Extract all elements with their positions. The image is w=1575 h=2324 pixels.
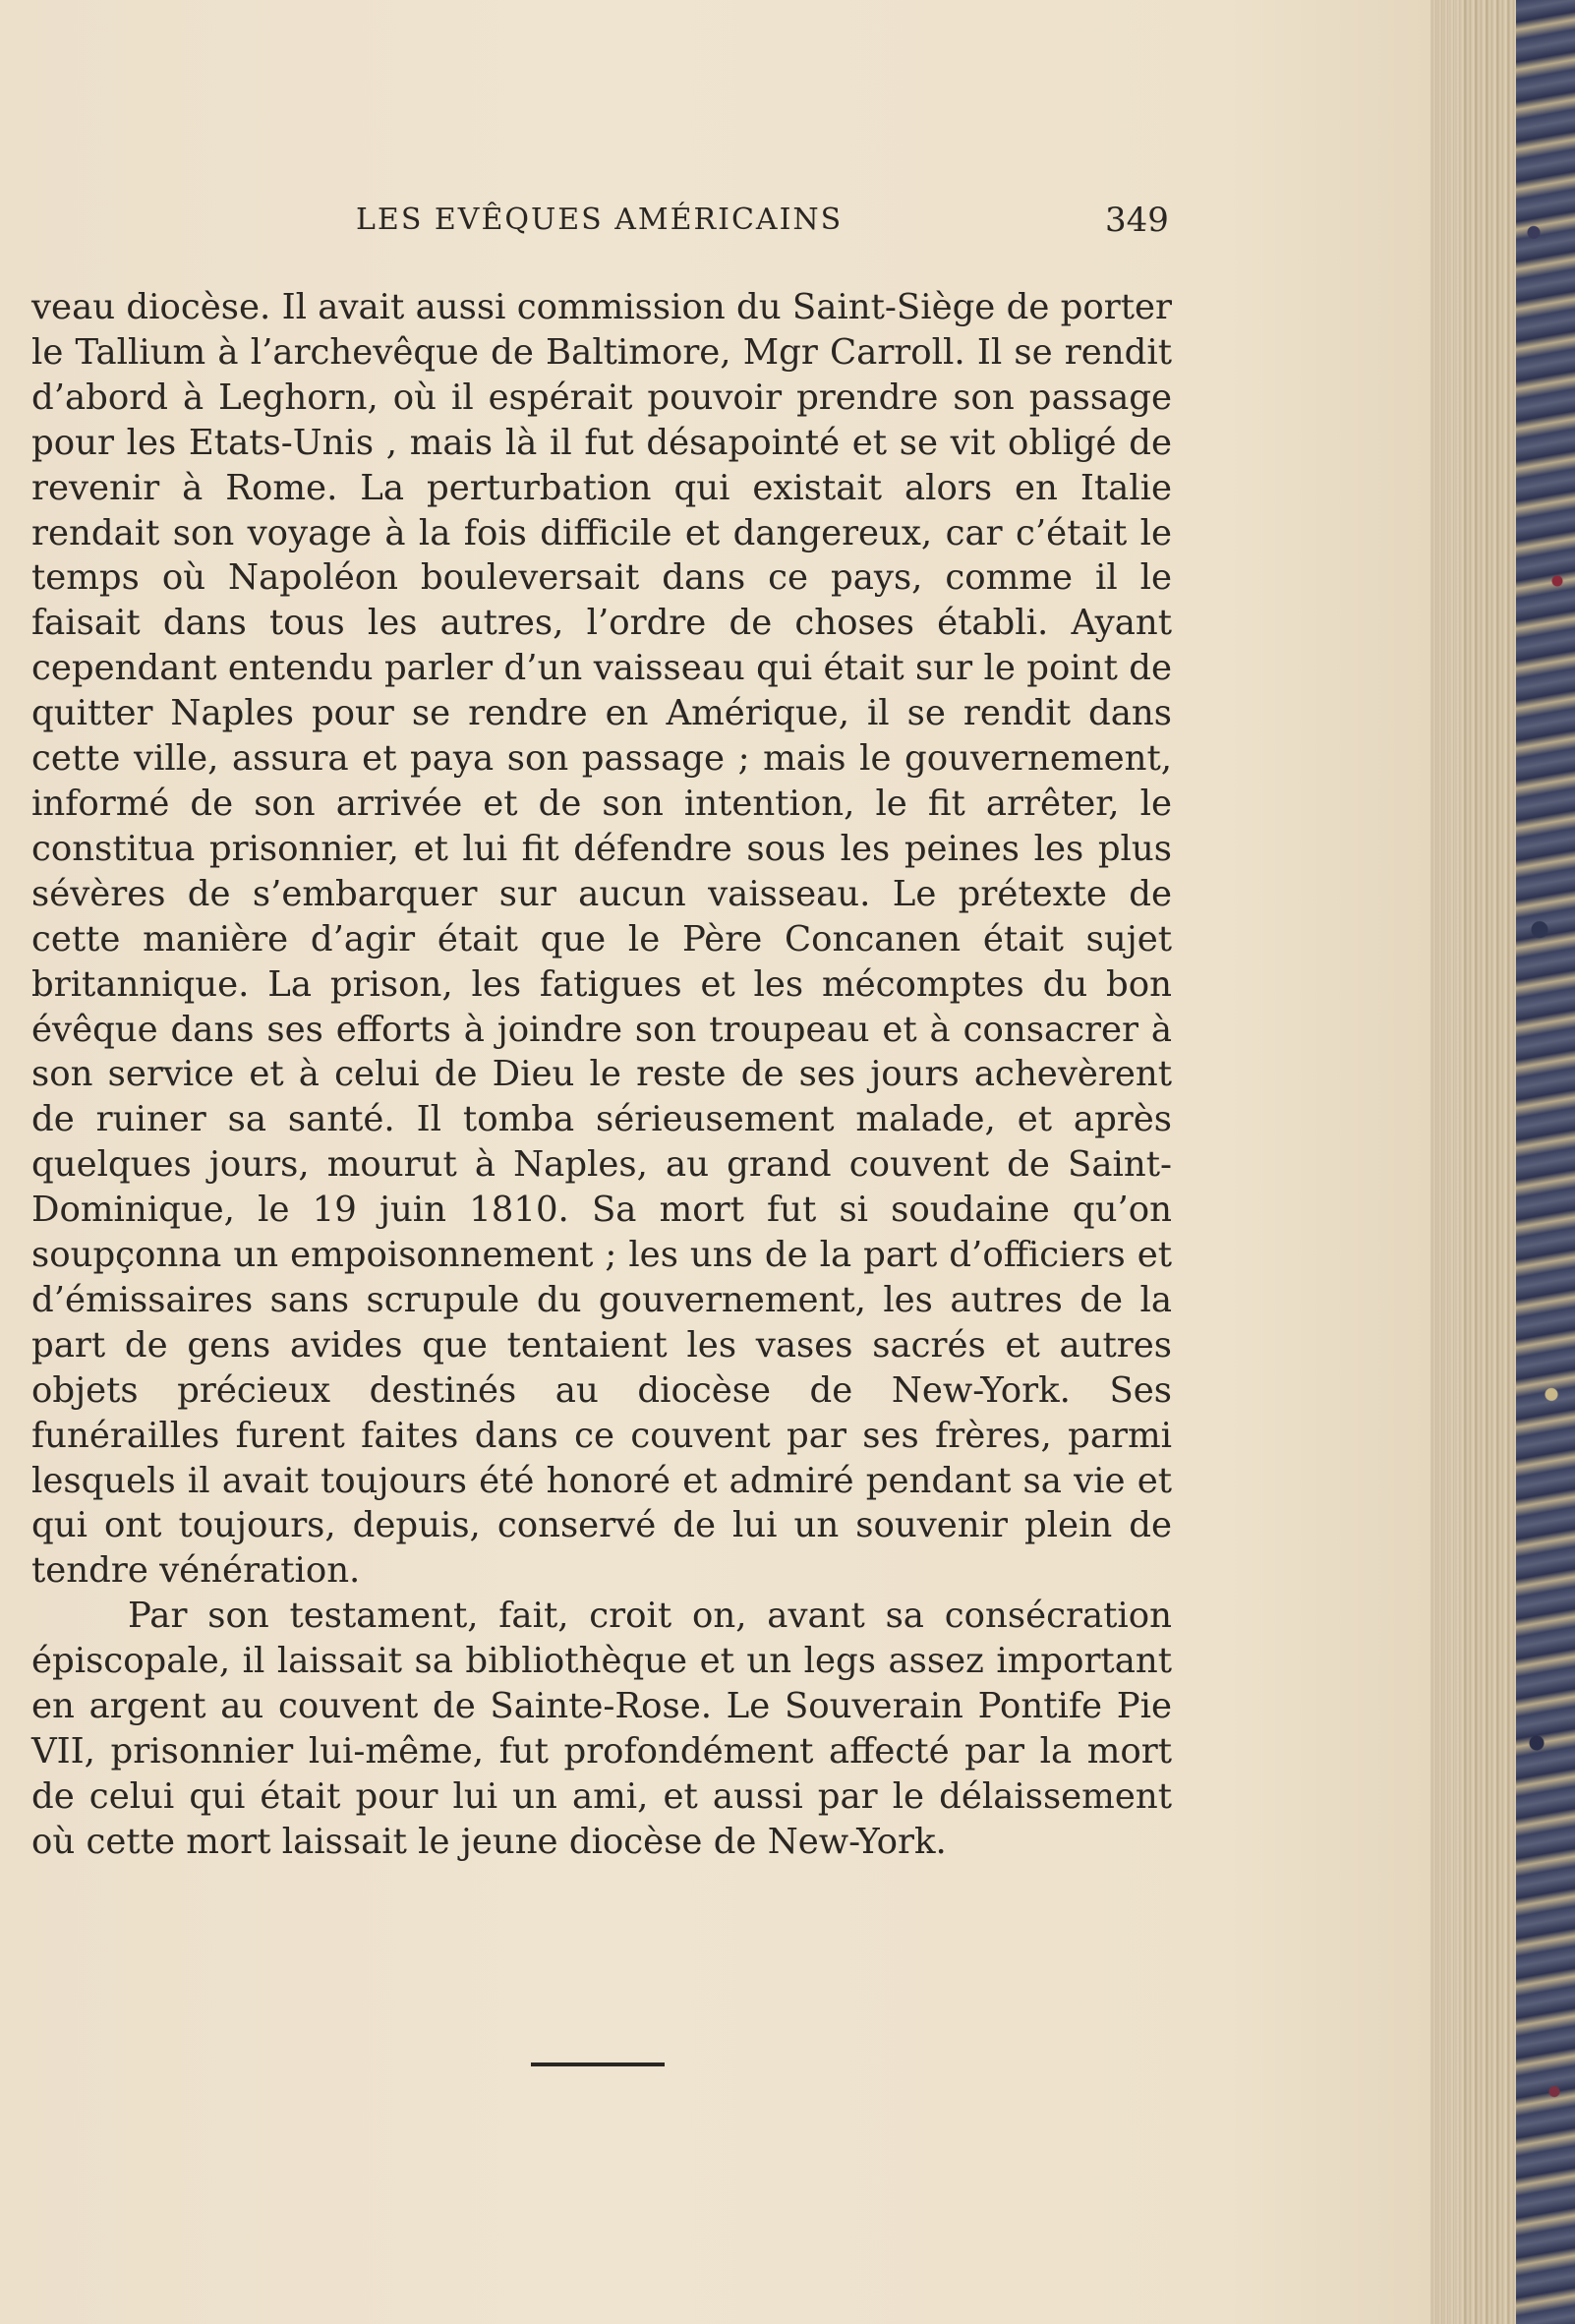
running-head xyxy=(0,197,1445,244)
paragraph: Par son testament, fait, croit on, avant sa consécration épiscopale, il laissait sa bibliothèque et un legs assez important en argent au couvent de Sainte-Rose. Le Souverain Pontife Pie VII, prisonnier lui-même, fut profondément affecté par la mort de celui qui était pour lui un ami, et aussi par le délaissement où cette mort laissait le jeune diocèse de New-York. xyxy=(31,1596,1172,1862)
book-gutter xyxy=(1430,0,1460,2324)
page-edges xyxy=(1460,0,1516,2324)
running-head-title: LES EVÊQUES AMÉRICAINS xyxy=(356,203,844,237)
body-text xyxy=(31,285,1172,1865)
marbled-edge xyxy=(1516,0,1575,2324)
end-rule xyxy=(531,2063,665,2066)
paragraph: veau diocèse. Il avait aussi commission du Saint-Siège de porter le Tallium à l’archevêque de Baltimore, Mgr Carroll. Il se rendit d’abord à Leghorn, où il espérait pouvoir prendre son passage pour les Etats-Unis , mais là il fut désapointé et se vit obligé de revenir à Rome. La perturbation qui existait alors en Italie rendait son voyage à la fois difficile et dangereux, car c’était le temps où Napoléon bouleversait dans ce pays, comme il le faisait dans tous les autres, l’ordre de choses établi. Ayant cependant entendu parler d’un vaisseau qui était sur le point de quitter Naples pour se rendre en Amérique, il se rendit dans cette ville, assura et paya son passage ; mais le gouvernement, informé de son arrivée et de son intention, le fit arrêter, le constitua prisonnier, et lui fit défendre sous les peines les plus sévères de s’embarquer sur aucun vaisseau. Le prétexte de cette manière d’agir était que le Père Concanen était sujet britannique. La prison, les fatigues et les mécomptes du bon évêque dans ses efforts à joindre son troupeau et à consacrer à son service et à celui de Dieu le reste de ses jours achevèrent de ruiner sa santé. Il tomba sérieusement malade, et après quelques jours, mourut à Naples, au grand couvent de Saint-Dominique, le 19 juin 1810. Sa mort fut si soudaine qu’on soupçonna un empoisonnement ; les uns de la part d’officiers et d’émissaires sans scrupule du gouvernement, les autres de la part de gens avides que tentaient les vases sacrés et autres objets précieux destinés au diocèse de New-York. Ses funérailles furent faites dans ce couvent par ses frères, parmi lesquels il avait toujours été honoré et admiré pendant sa vie et qui ont toujours, depuis, conservé de lui un souvenir plein de tendre vénération. xyxy=(31,287,1172,1592)
page-number: 349 xyxy=(1105,201,1169,240)
